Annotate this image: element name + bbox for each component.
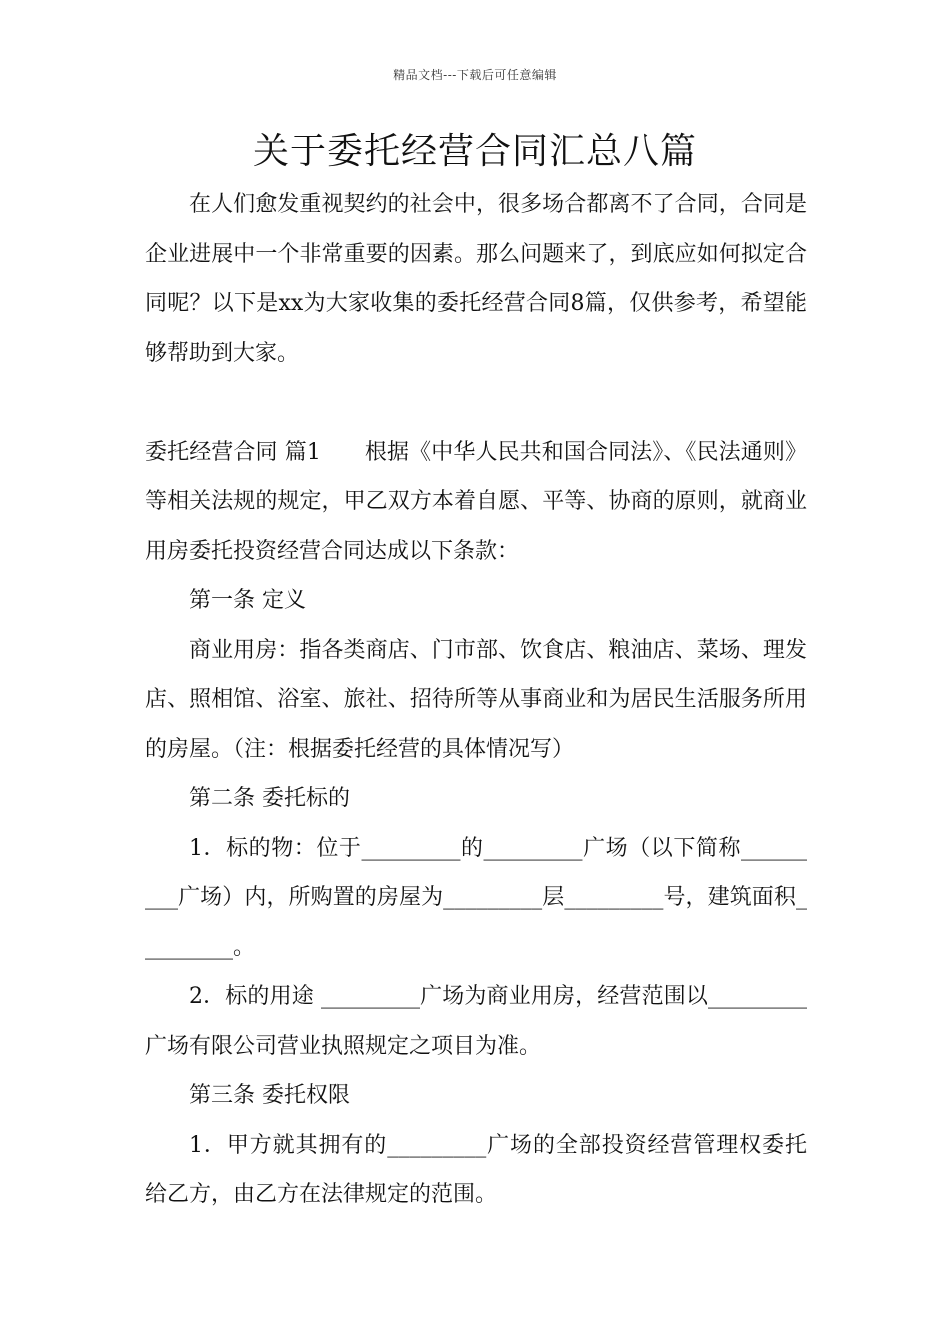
section1-paragraph <box>145 428 807 577</box>
article1-title: 第一条 定义 <box>189 588 306 613</box>
article2-title: 第二条 委托标的 <box>189 786 350 811</box>
section1-heading: 委托经营合同 篇1 <box>145 439 321 465</box>
document-title: 关于委托经营合同汇总八篇 <box>252 131 697 172</box>
article1-text: 商业用房：指各类商店、门市部、饮食店、粮油店、菜场、理发店、照相馆、浴室、旅社、招待所等从事商业和为居民生活服务所用的房屋。（注：根据委托经营的具体情况写） <box>145 637 807 762</box>
paragraph-spacer <box>145 378 807 428</box>
section1-text: 根据《中华人民共和国合同法》、《民法通则》等相关法规的规定，甲乙双方本着自愿、平等、协商的原则，就商业用房委托投资经营合同达成以下条款： <box>145 439 807 564</box>
article3-item1: 1．甲方就其拥有的_________广场的全部投资经营管理权委托给乙方，由乙方在法律规定的范围。 <box>145 1132 807 1207</box>
intro-paragraph: 在人们愈发重视契约的社会中，很多场合都离不了合同，合同是企业进展中一个非常重要的因素。那么问题来了，到底应如何拟定合同呢？以下是xx为大家收集的委托经营合同8篇，仅供参考，希望能够帮助到大家。 <box>145 192 807 366</box>
header-note: 精品文档---下载后可任意编辑 <box>393 68 557 82</box>
article3-title: 第三条 委托权限 <box>189 1083 350 1108</box>
article2-item1: 1．标的物：位于_________的_________广场（以下简称_________广场）内，所购置的房屋为_________层_________号，建筑面积_________。 <box>145 835 807 960</box>
article2-item2: 2．标的用途 _________广场为商业用房，经营范围以_________广场有限公司营业执照规定之项目为准。 <box>145 984 807 1059</box>
document-body <box>145 180 807 1220</box>
